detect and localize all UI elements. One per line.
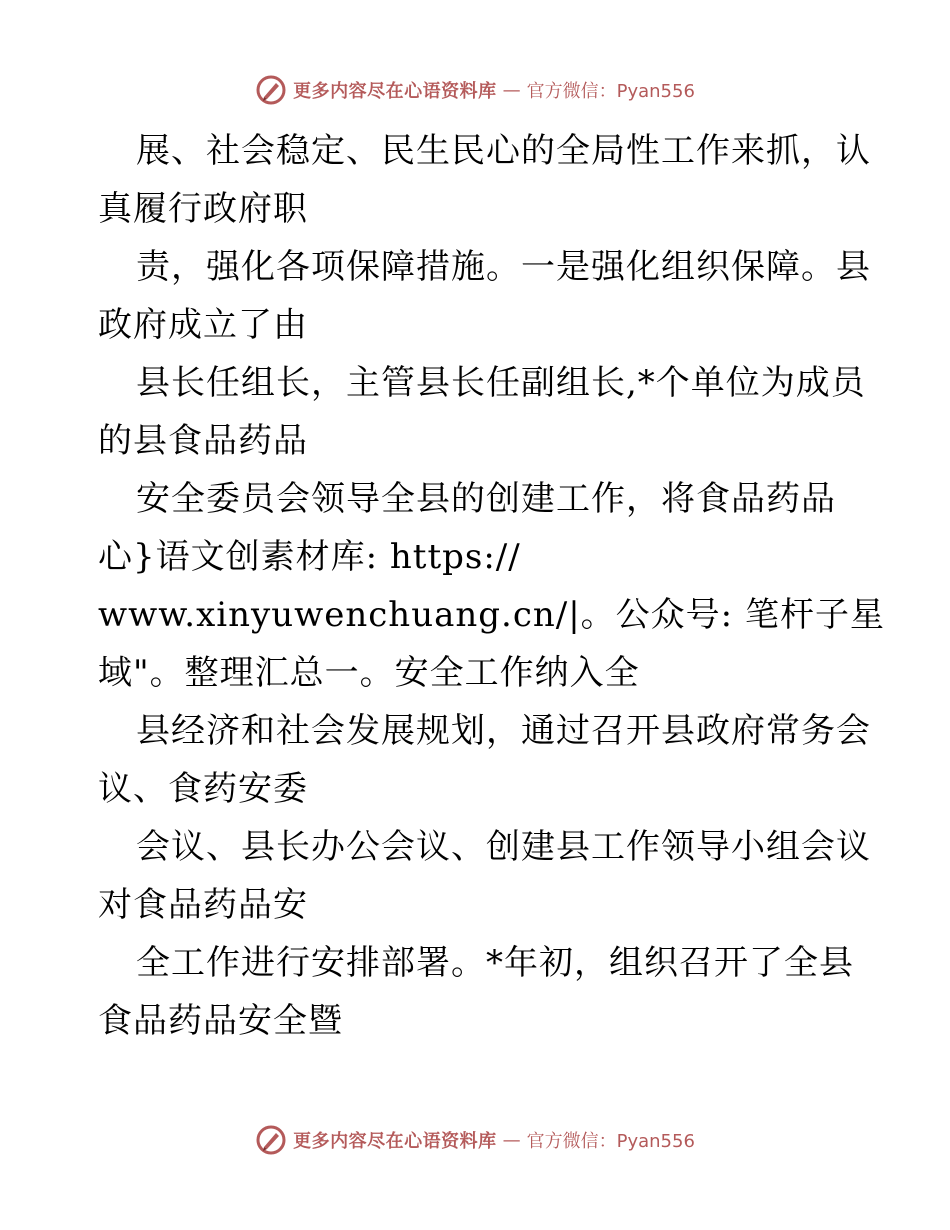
- banner-separator: —: [502, 79, 521, 101]
- text-line: 会议、县长办公会议、创建县工作领导小组会议: [136, 827, 871, 867]
- banner-wechat: 官方微信：Pyan556: [526, 81, 695, 102]
- text-line: 政府成立了由: [98, 305, 308, 345]
- text-line: 真履行政府职: [98, 189, 308, 229]
- footer-banner: [0, 1120, 950, 1160]
- text-line: 全工作进行安排部署。*年初，组织召开了全县: [136, 943, 854, 983]
- text-line: 食品药品安全暨: [98, 1001, 343, 1041]
- text-line: 的县食品药品: [98, 421, 308, 461]
- document-body: [98, 122, 885, 1050]
- header-banner: [0, 70, 950, 110]
- banner-title: 更多内容尽在心语资料库: [293, 1131, 497, 1152]
- text-line: 责，强化各项保障措施。一是强化组织保障。县: [136, 247, 871, 287]
- text-line: 心}语文创素材库: https://: [98, 537, 521, 577]
- text-line: 县长任组长，主管县长任副组长,*个单位为成员: [136, 363, 866, 403]
- text-line: 域"。整理汇总一。安全工作纳入全: [98, 653, 640, 693]
- text-line: www.xinyuwenchuang.cn/|。公众号: 笔杆子星: [98, 595, 885, 635]
- text-line: 安全委员会领导全县的创建工作，将食品药品: [136, 479, 836, 519]
- text-line: 展、社会稳定、民生民心的全局性工作来抓，认: [136, 131, 871, 171]
- banner-separator: —: [502, 1129, 521, 1151]
- banner-wechat: 官方微信：Pyan556: [526, 1131, 695, 1152]
- pen-in-circle-icon: [255, 1124, 287, 1156]
- banner-title: 更多内容尽在心语资料库: [293, 81, 497, 102]
- text-line: 对食品药品安: [98, 885, 308, 925]
- text-line: 县经济和社会发展规划，通过召开县政府常务会: [136, 711, 871, 751]
- text-line: 议、食药安委: [98, 769, 308, 809]
- pen-in-circle-icon: [255, 74, 287, 106]
